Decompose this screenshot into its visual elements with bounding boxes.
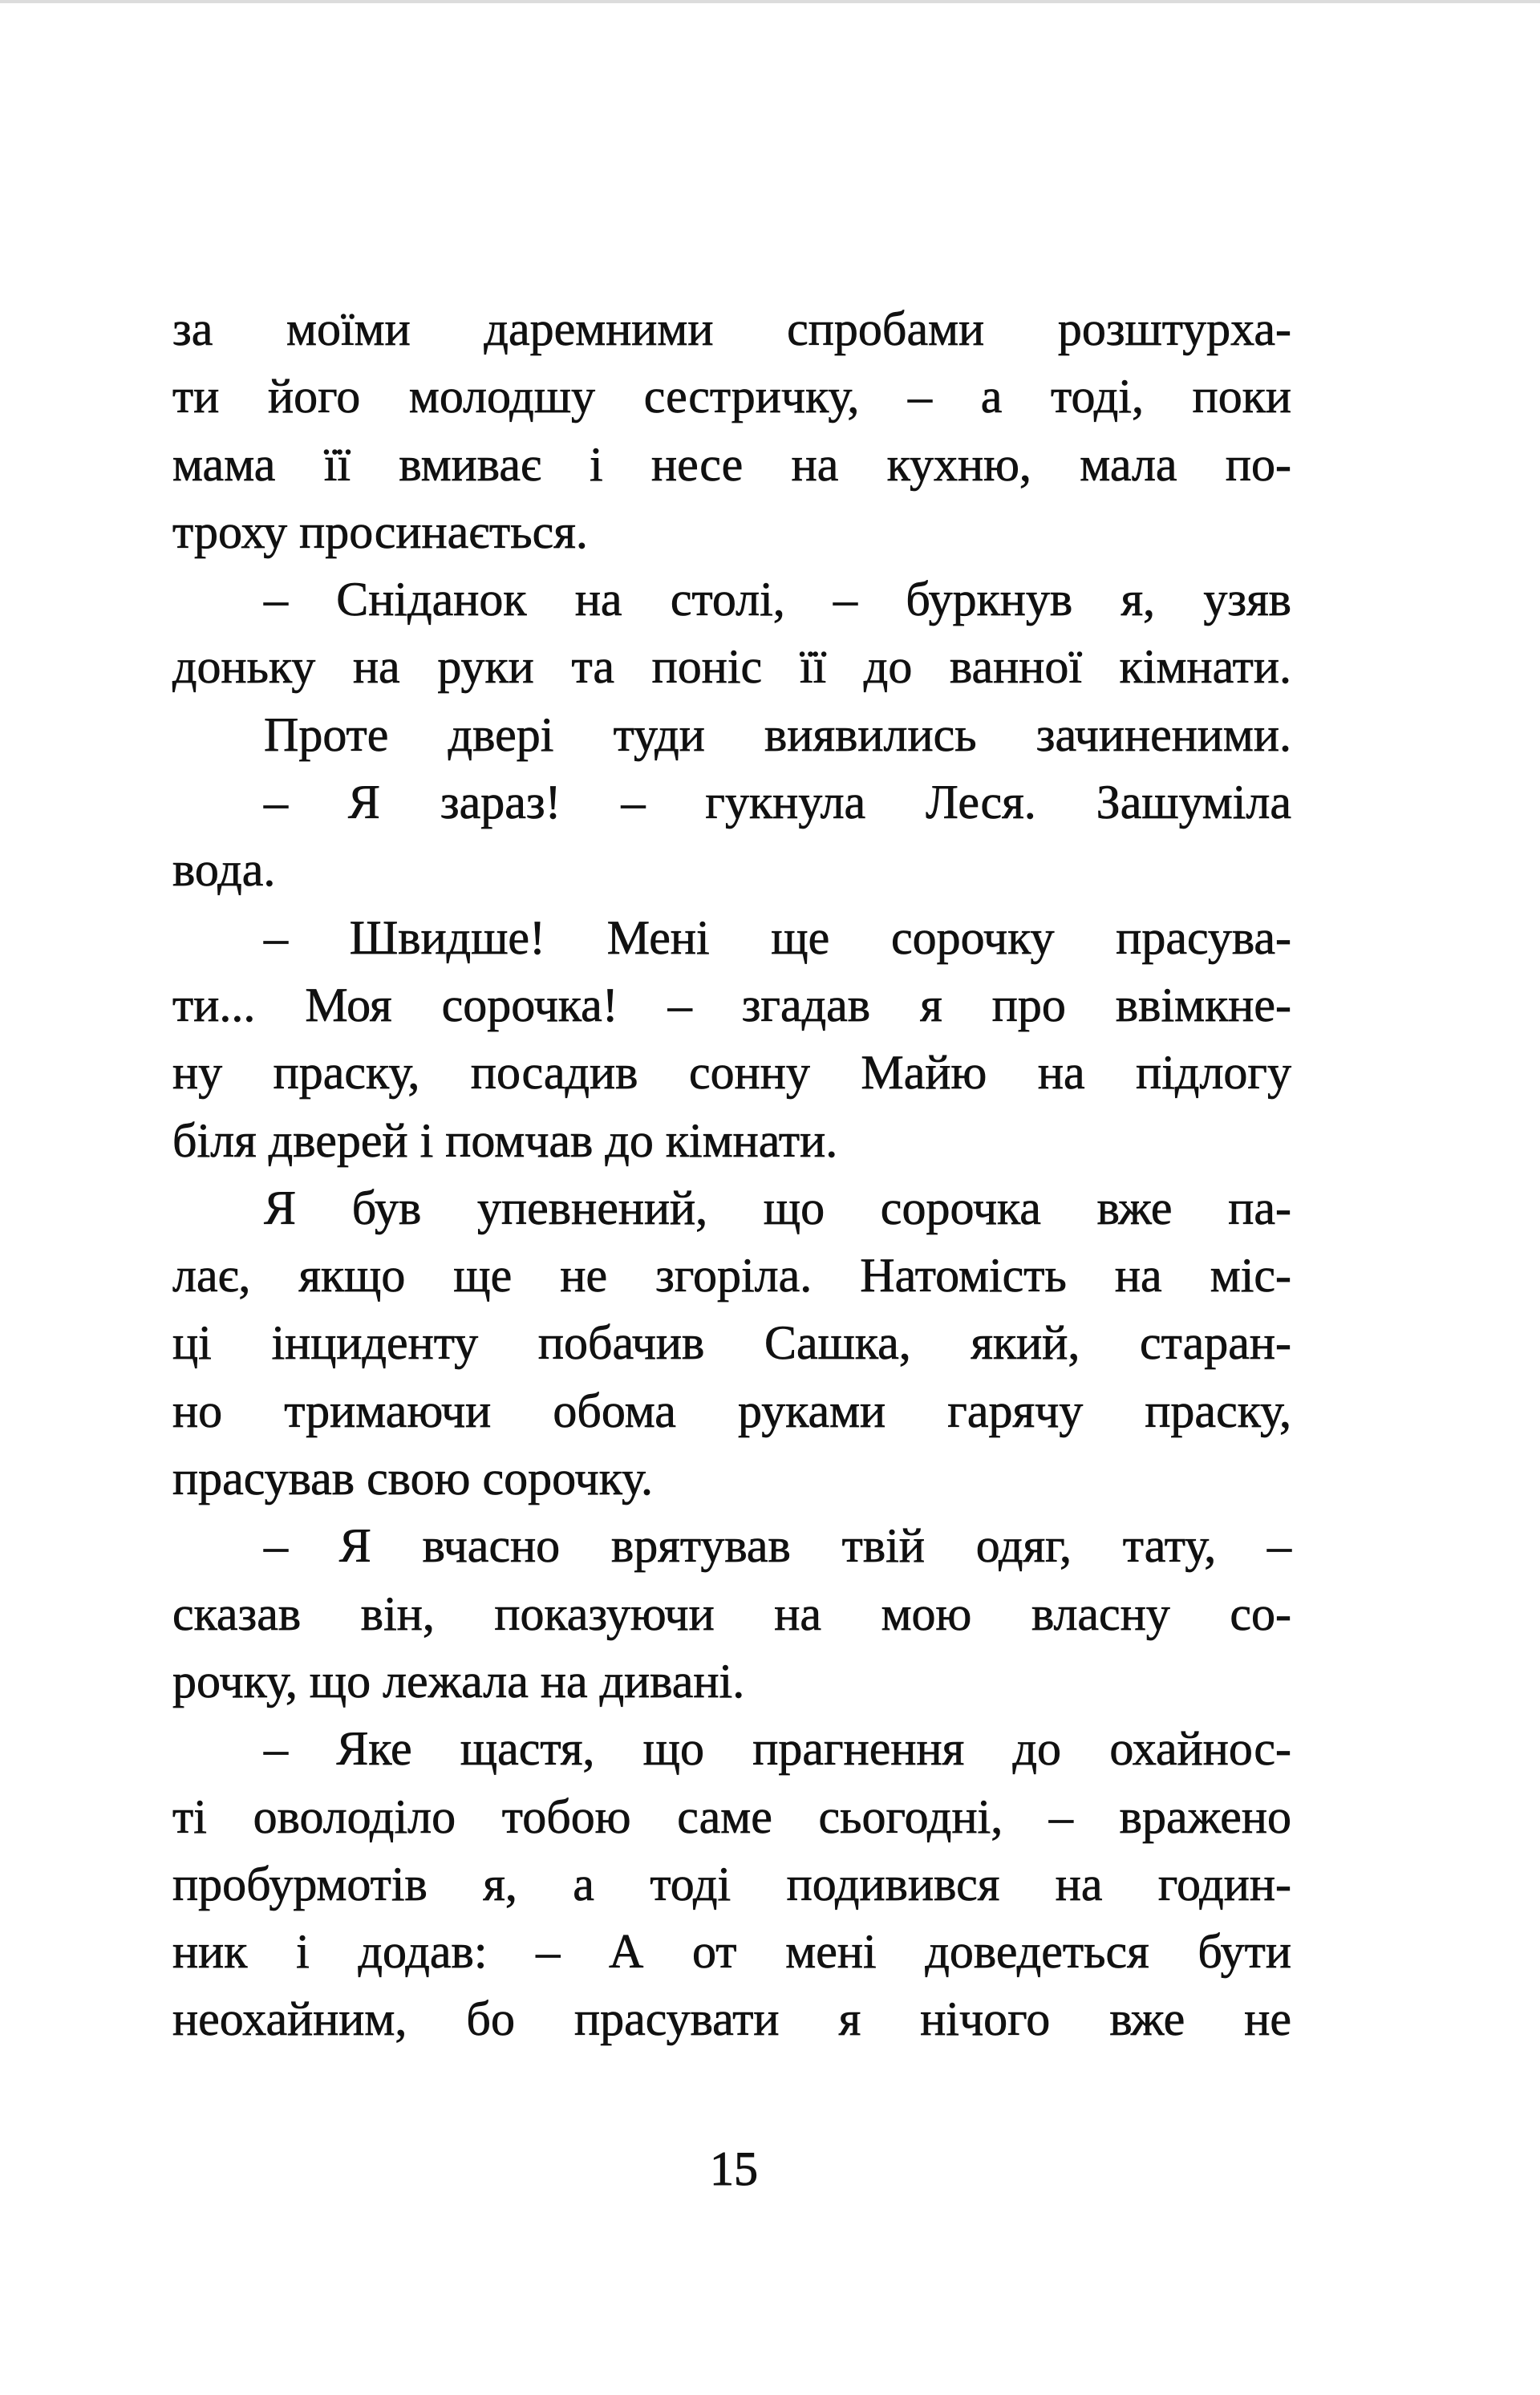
text-line: но тримаючи обома руками гарячу праску,: [172, 1384, 1291, 1437]
text-line: – Я вчасно врятував твій одяг, тату, –: [264, 1519, 1291, 1573]
text-line: Проте двері туди виявились зачиненими.: [264, 707, 1291, 761]
text-line: рочку, що лежала на дивані.: [172, 1654, 745, 1708]
text-line: ті оволоділо тобою саме сьогодні, – вражено: [172, 1789, 1291, 1843]
text-line: вода.: [172, 843, 276, 897]
text-line: за моїми даремними спробами розштурха-: [172, 302, 1291, 355]
text-line: мама її вмиває і несе на кухню, мала по-: [172, 437, 1291, 491]
text-line: ну праску, посадив сонну Майю на підлогу: [172, 1046, 1291, 1100]
text-line: доньку на руки та поніс її до ванної кімнати.: [172, 640, 1291, 694]
text-line: – Сніданок на столі, – буркнув я, узяв: [264, 573, 1291, 626]
text-line: ти... Моя сорочка! – згадав я про ввімкне-: [172, 978, 1291, 1031]
text-line: прасував свою сорочку.: [172, 1452, 654, 1505]
text-line: пробурмотів я, а тоді подивився на годин-: [172, 1857, 1291, 1911]
text-line: сказав він, показуючи на мою власну со-: [172, 1587, 1291, 1640]
text-line: троху просинається.: [172, 505, 588, 558]
text-line: лає, якщо ще не згоріла. Натомість на міс-: [172, 1249, 1291, 1303]
text-line: біля дверей і помчав до кімнати.: [172, 1113, 838, 1167]
body-text: [172, 295, 1291, 2053]
text-line: – Я зараз! – гукнула Леся. Зашуміла: [264, 776, 1291, 829]
text-line: – Швидше! Мені ще сорочку прасува-: [264, 910, 1291, 964]
text-line: Я був упевнений, що сорочка вже па-: [264, 1181, 1291, 1234]
page-number: 15: [710, 2142, 758, 2195]
text-line: – Яке щастя, що прагнення до охайнос-: [264, 1722, 1291, 1776]
text-line: ці інциденту побачив Сашка, який, старан-: [172, 1316, 1291, 1370]
text-line: неохайним, бо прасувати я нічого вже не: [172, 1992, 1291, 2046]
text-line: ник і додав: – А от мені доведеться бути: [172, 1925, 1291, 1979]
text-line: ти його молодшу сестричку, – а тоді, поки: [172, 370, 1291, 423]
top-border: [0, 0, 1540, 3]
